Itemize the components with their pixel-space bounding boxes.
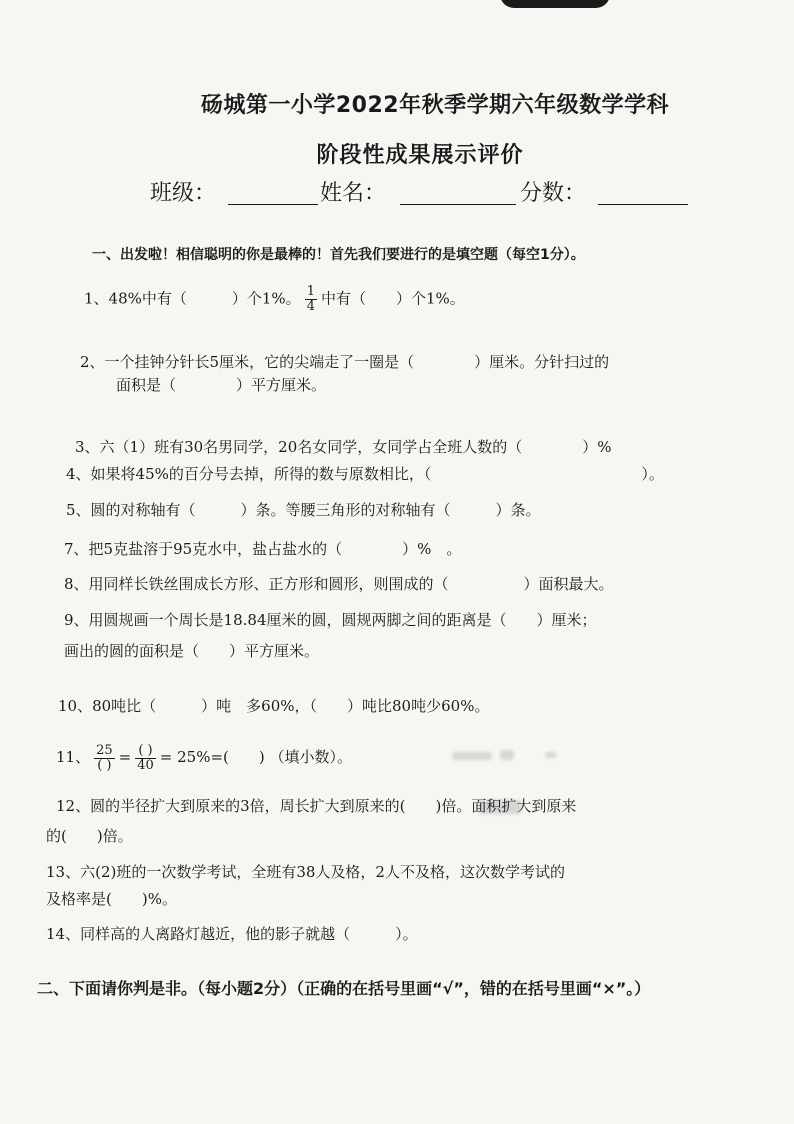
- scan-mark: [500, 0, 610, 8]
- section1-heading: 一、出发啦！相信聪明的你是最棒的！首先我们要进行的是填空题（每空1分）。: [92, 247, 585, 263]
- class-label: 班级：: [150, 181, 217, 206]
- score-field[interactable]: [598, 204, 688, 205]
- question-10: 10、80吨比（ ）吨 多60%，（ ）吨比80吨少60%。: [58, 697, 490, 715]
- page-subtitle: 阶段性成果展示评价: [316, 143, 524, 168]
- question-12: 12、圆的半径扩大到原来的3倍，周长扩大到原来的( )倍。面积扩大到原来: [56, 797, 577, 815]
- fraction-25-over-blank: $\frac{25}{( )}$: [96, 742, 113, 773]
- scan-smudge: [452, 752, 492, 760]
- fraction-blank-over-40: $\frac{( )}{40}$: [137, 742, 154, 773]
- fraction-one-quarter: $\frac{1}{4}$: [306, 284, 315, 314]
- name-label: 姓名：: [320, 181, 387, 206]
- question-2-cont: 面积是（ ）平方厘米。: [116, 376, 327, 394]
- question-7: 7、把5克盐溶于95克水中，盐占盐水的（ ）% 。: [64, 540, 462, 558]
- name-field[interactable]: [400, 204, 516, 205]
- question-13: 13、六(2)班的一次数学考试，全班有38人及格，2人不及格，这次数学考试的: [46, 863, 565, 881]
- score-label: 分数：: [520, 181, 587, 206]
- question-13-cont: 及格率是( )%。: [46, 890, 177, 908]
- page-title: 砀城第一小学2022年秋季学期六年级数学学科: [200, 93, 670, 118]
- class-field[interactable]: [228, 204, 318, 205]
- question-12-cont: 的( )倍。: [46, 827, 133, 845]
- question-9: 9、用圆规画一个周长是18.84厘米的圆，圆规两脚之间的距离是（ ）厘米；: [64, 611, 597, 629]
- question-5: 5、圆的对称轴有（ ）条。等腰三角形的对称轴有（ ）条。: [66, 501, 541, 519]
- scan-smudge: [545, 752, 557, 758]
- question-11: 11、 $\frac{25}{( )}$ = $\frac{( )}{40}$ = 25%=( ) （填小数）。: [56, 742, 352, 773]
- scan-smudge: [500, 750, 514, 760]
- question-3: 3、六（1）班有30名男同学，20名女同学，女同学占全班人数的（ ）%: [75, 438, 612, 456]
- question-4: 4、如果将45%的百分号去掉，所得的数与原数相比，（ ）。: [66, 465, 664, 483]
- question-8: 8、用同样长铁丝围成长方形、正方形和圆形，则围成的（ ）面积最大。: [64, 575, 614, 593]
- question-9-cont: 画出的圆的面积是（ ）平方厘米。: [64, 642, 320, 660]
- section2-heading: 二、下面请你判是非。（每小题2分）（正确的在括号里画“√”，错的在括号里画“×”。）: [37, 979, 651, 998]
- question-1: 1、48%中有（ ）个1%。 $\frac{1}{4}$ 中有（ ）个1%。: [84, 284, 465, 314]
- question-14: 14、同样高的人离路灯越近，他的影子就越（ ）。: [46, 925, 418, 943]
- question-2: 2、一个挂钟分针长5厘米，它的尖端走了一圈是（ ）厘米。分针扫过的: [80, 353, 610, 371]
